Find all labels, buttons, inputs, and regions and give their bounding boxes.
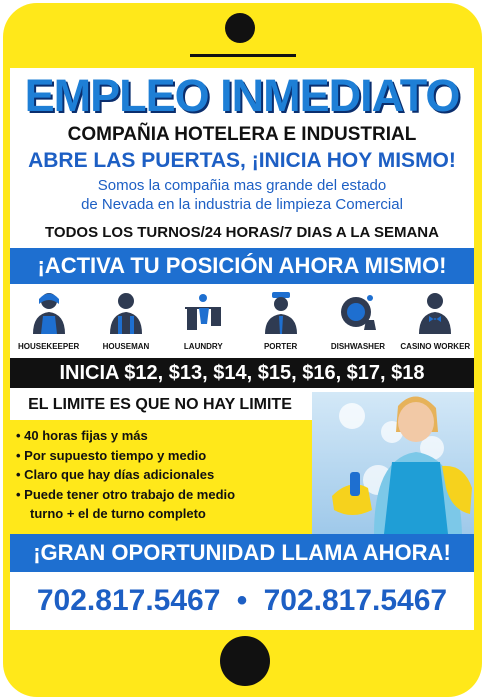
role-porter bbox=[243, 286, 319, 358]
about-line-1: Somos la compañia mas grande del estado bbox=[97, 177, 387, 194]
role-label: LAUNDRY bbox=[183, 342, 223, 351]
role-label: HOUSEMAN bbox=[102, 342, 150, 351]
role-label: CASINO WORKER bbox=[400, 342, 471, 351]
benefit-item: • Claro que hay días adicionales bbox=[16, 467, 215, 482]
role-laundry bbox=[165, 286, 241, 358]
about-text bbox=[10, 176, 474, 214]
bottom-hole bbox=[220, 636, 270, 686]
benefits-list bbox=[16, 426, 312, 524]
roles-row bbox=[10, 286, 474, 358]
activate-banner: ¡ACTIVA TU POSICIÓN AHORA MISMO! bbox=[10, 248, 474, 284]
role-label: DISHWASHER bbox=[330, 342, 386, 351]
benefit-item: • 40 horas fijas y más bbox=[16, 428, 148, 443]
phone-numbers bbox=[10, 572, 474, 630]
role-label: PORTER bbox=[263, 342, 298, 351]
benefit-item: • Por supuesto tiempo y medio bbox=[16, 447, 207, 463]
cleaner-photo bbox=[312, 392, 474, 534]
cleaning-woman-illustration bbox=[312, 392, 474, 534]
laundry-icon bbox=[183, 290, 223, 334]
opportunity-banner: ¡GRAN OPORTUNIDAD LLAMA AHORA! bbox=[10, 534, 474, 572]
content-panel bbox=[10, 68, 474, 630]
pay-rates: INICIA $12, $13, $14, $15, $16, $17, $18 bbox=[10, 358, 474, 388]
doors-line: ABRE LAS PUERTAS, ¡INICIA HOY MISMO! bbox=[28, 149, 456, 172]
casino-worker-icon bbox=[415, 290, 455, 334]
benefits-box bbox=[10, 420, 312, 534]
slot-line bbox=[190, 54, 296, 57]
limit-line: EL LIMITE ES QUE NO HAY LIMITE bbox=[10, 392, 310, 418]
about-line-2: de Nevada en la industria de limpieza Comercial bbox=[81, 196, 403, 213]
company-line: COMPAÑIA HOTELERA E INDUSTRIAL bbox=[67, 124, 417, 145]
benefit-item: turno + el de turno completo bbox=[30, 506, 206, 521]
role-dishwasher bbox=[320, 286, 396, 358]
dishwasher-icon bbox=[338, 290, 378, 334]
top-hole bbox=[225, 13, 255, 43]
role-houseman bbox=[88, 286, 164, 358]
phone-number-1[interactable]: 702.817.5467 bbox=[36, 584, 221, 617]
role-casino-worker bbox=[397, 286, 473, 358]
housekeeper-icon bbox=[29, 290, 69, 334]
benefit-item: • Puede tener otro trabajo de medio bbox=[16, 486, 236, 502]
role-label: HOUSEKEEPER bbox=[17, 342, 80, 351]
phone-number-2[interactable]: 702.817.5467 bbox=[263, 584, 448, 617]
flyer-title: EMPLEO INMEDIATO bbox=[24, 70, 460, 121]
shifts-line: TODOS LOS TURNOS/24 HORAS/7 DIAS A LA SEMANA bbox=[45, 224, 439, 241]
role-housekeeper bbox=[11, 286, 87, 358]
porter-icon bbox=[261, 290, 301, 334]
houseman-icon bbox=[106, 290, 146, 334]
phone-separator: • bbox=[236, 584, 248, 617]
